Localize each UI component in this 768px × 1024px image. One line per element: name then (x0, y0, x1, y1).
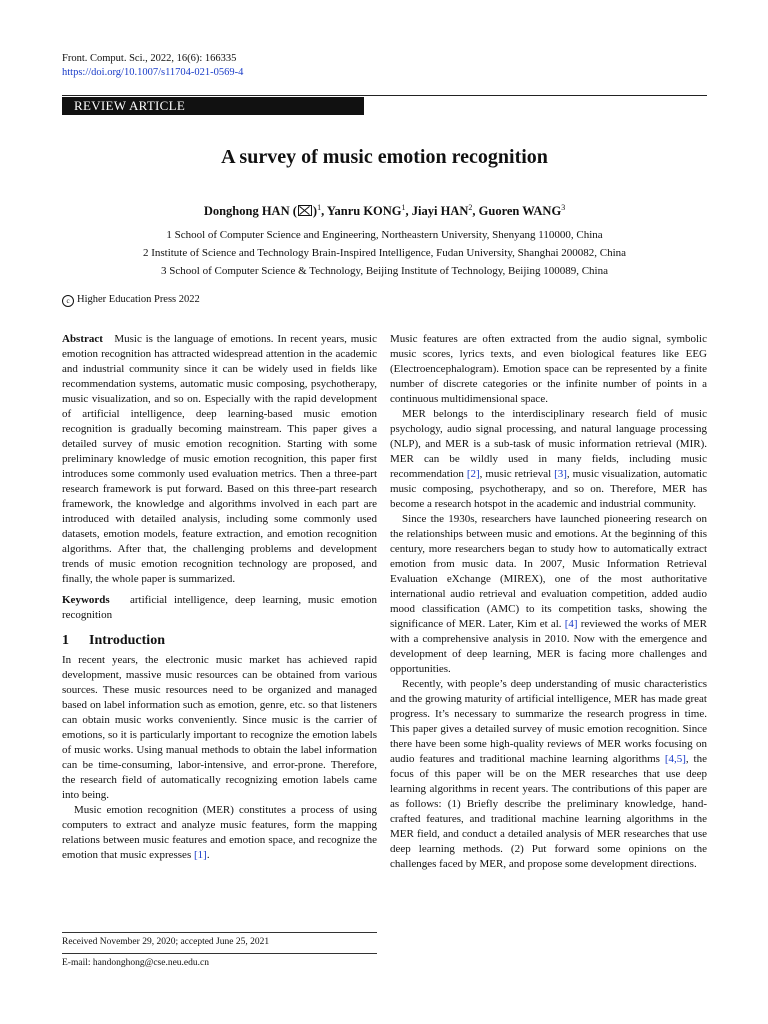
footnote-rule (62, 932, 377, 933)
envelope-icon[interactable] (298, 205, 312, 216)
author-name: Guoren WANG (478, 204, 562, 219)
citation-link[interactable]: [4,5] (664, 753, 686, 765)
footnote-rule (62, 953, 377, 954)
keywords (62, 593, 377, 623)
copyright-icon: c (62, 295, 74, 307)
body-paragraph: MER belongs to the interdisciplinary research field of music psychology, audio signal processing, and natural language processing (NLP), and MER is a sub-task of music information retrieval (MIR). MER can be wildly used in many fields, including music recommendation [2], music retrieval [3], music visualization, automatic music composing, psychotherapy, and so on. Therefore, MER has become a research hotspot in the academic and industrial community. (390, 408, 708, 510)
citation-link[interactable]: [4] (564, 618, 578, 630)
copyright-notice: c Higher Education Press 2022 (62, 294, 200, 307)
right-column (390, 332, 707, 872)
abstract-label: Abstract (62, 333, 103, 345)
body-paragraph: Recently, with people’s deep understanding of music characteristics and the growing maturity of artificial intelligence, MER has made great progress. It’s necessary to summarize the research progress in time. This paper gives a detailed survey of music emotion recognition. Since there have been some high-quality reviews of MER works focusing on audio features and traditional machine learning algorithms [4,5], the focus of this paper will be on the MER researches that use deep learning algorithms in recent years. The contributions of this paper are as follows: (1) Briefly describe the preliminary knowledge, hand-crafted features, and traditional machine learning algorithms in the MER field, and conduct a detailed analysis of MER researches that use deep learning methods. (2) Put forward some opinions on the challenges faced by MER, and propose some development directions. (390, 678, 707, 870)
author-name: Jiayi HAN (411, 204, 469, 219)
keywords-label: Keywords (62, 594, 110, 606)
citation-link[interactable]: [1] (193, 849, 207, 861)
affiliations (62, 226, 707, 280)
received-date: Received November 29, 2020; accepted June 25, 2021 (62, 937, 270, 947)
citation-link[interactable]: [3] (554, 468, 567, 480)
header-rule (62, 95, 707, 96)
section-heading: 1 Introduction (62, 633, 165, 648)
keywords-text: artificial intelligence, deep learning, music emotion recognition (62, 594, 377, 621)
intro-paragraph-2: Music emotion recognition (MER) constitutes a process of using computers to extract and analyze music features, form the mapping relations between music features and emotion space, and recognize the emotion that music expresses [1]. (62, 804, 377, 861)
affiliation-1: 1 School of Computer Science and Engineering, Northeastern University, Shenyang 110000, China (166, 229, 603, 241)
left-column (62, 332, 377, 863)
author-list: Donghong HAN ( )$^1$, Yanru KONG$^1$, Jiayi HAN$^2$, Guoren WANG$^3$ (203, 203, 566, 219)
journal-header (62, 52, 243, 80)
journal-citation: Front. Comput. Sci., 2022, 16(6): 166335 (62, 53, 237, 64)
affiliation-2: 2 Institute of Science and Technology Brain-Inspired Intelligence, Fudan University, Shanghai 200082, China (142, 247, 627, 259)
body-paragraph: Music features are often extracted from the audio signal, symbolic music scores, lyrics texts, and even biological features like EEG (Electroencephalogram). Emotion space can be represented by a finite number of discrete categories or the infinite number of points in a continuous multidimensional space. (390, 333, 707, 405)
paper-title: A survey of music emotion recognition (221, 146, 548, 168)
abstract-text: Music is the language of emotions. In recent years, music emotion recognition has attracted widespread attention in the academic and industrial community since it can be widely used in fields like recommendation systems, automatic music composing, psychotherapy, music visualization, and so on. Especially with the rapid development of artificial intelligence, deep learning-based music emotion recognition is gradually becoming mainstream. This paper gives a detailed survey of music emotion recognition. Starting with some preliminary knowledge of music emotion recognition, this paper first introduces some commonly used evaluation metrics. Then a three-part research framework is put forward. Based on this three-part research framework, the knowledge and algorithms involved in each part are introduced with detailed analysis, including some commonly used datasets, emotion models, feature extraction, and emotion recognition algorithms. After that, the challenging problems and development trends of music emotion recognition technology are proposed, and finally, the whole paper is summarized. (62, 333, 377, 585)
author-email[interactable]: E-mail: handonghong@cse.neu.edu.cn (62, 958, 209, 968)
intro-paragraph-1: In recent years, the electronic music market has achieved rapid development, massive music resources can be obtained from various sources. These music resources need to be organized and managed based on label information such as emotion, genre, etc. so that listeners can obtain music works conveniently. Since music is the carrier of emotions, so it is particularly important to recognize the emotion labels of music works. Using manual methods to obtain the label information can be time-consuming, labor-intensive, and error-prone. Therefore, the research field of automatically recognizing emotion labels came into being. (62, 654, 377, 801)
body-paragraph: Since the 1930s, researchers have launched pioneering research on the relationships between music and emotions. At the beginning of this century, more researchers began to study how to automatically extract emotion from music data. In 2007, Music Information Retrieval Evaluation eXchange (MIREX), one of the most authoritative international audio retrieval and evaluation competition, added audio mood classification (AMC) to its competition tasks, showing the significance of MER. Later, Kim et al. [4] reviewed the works of MER with a comprehensive analysis in 2010. Now with the emergence and development of deep learning, MER is facing more challenges and opportunities. (390, 513, 707, 675)
author-name: Yanru KONG (326, 204, 402, 219)
citation-link[interactable]: [2] (466, 468, 480, 480)
abstract (62, 332, 377, 587)
article-type-banner: REVIEW ARTICLE (62, 97, 364, 115)
author-name: Donghong HAN ( (203, 204, 297, 219)
affiliation-3: 3 School of Computer Science & Technology, Beijing Institute of Technology, Beijing 100089, China (161, 265, 608, 277)
doi-link[interactable]: https://doi.org/10.1007/s11704-021-0569-4 (62, 67, 244, 78)
